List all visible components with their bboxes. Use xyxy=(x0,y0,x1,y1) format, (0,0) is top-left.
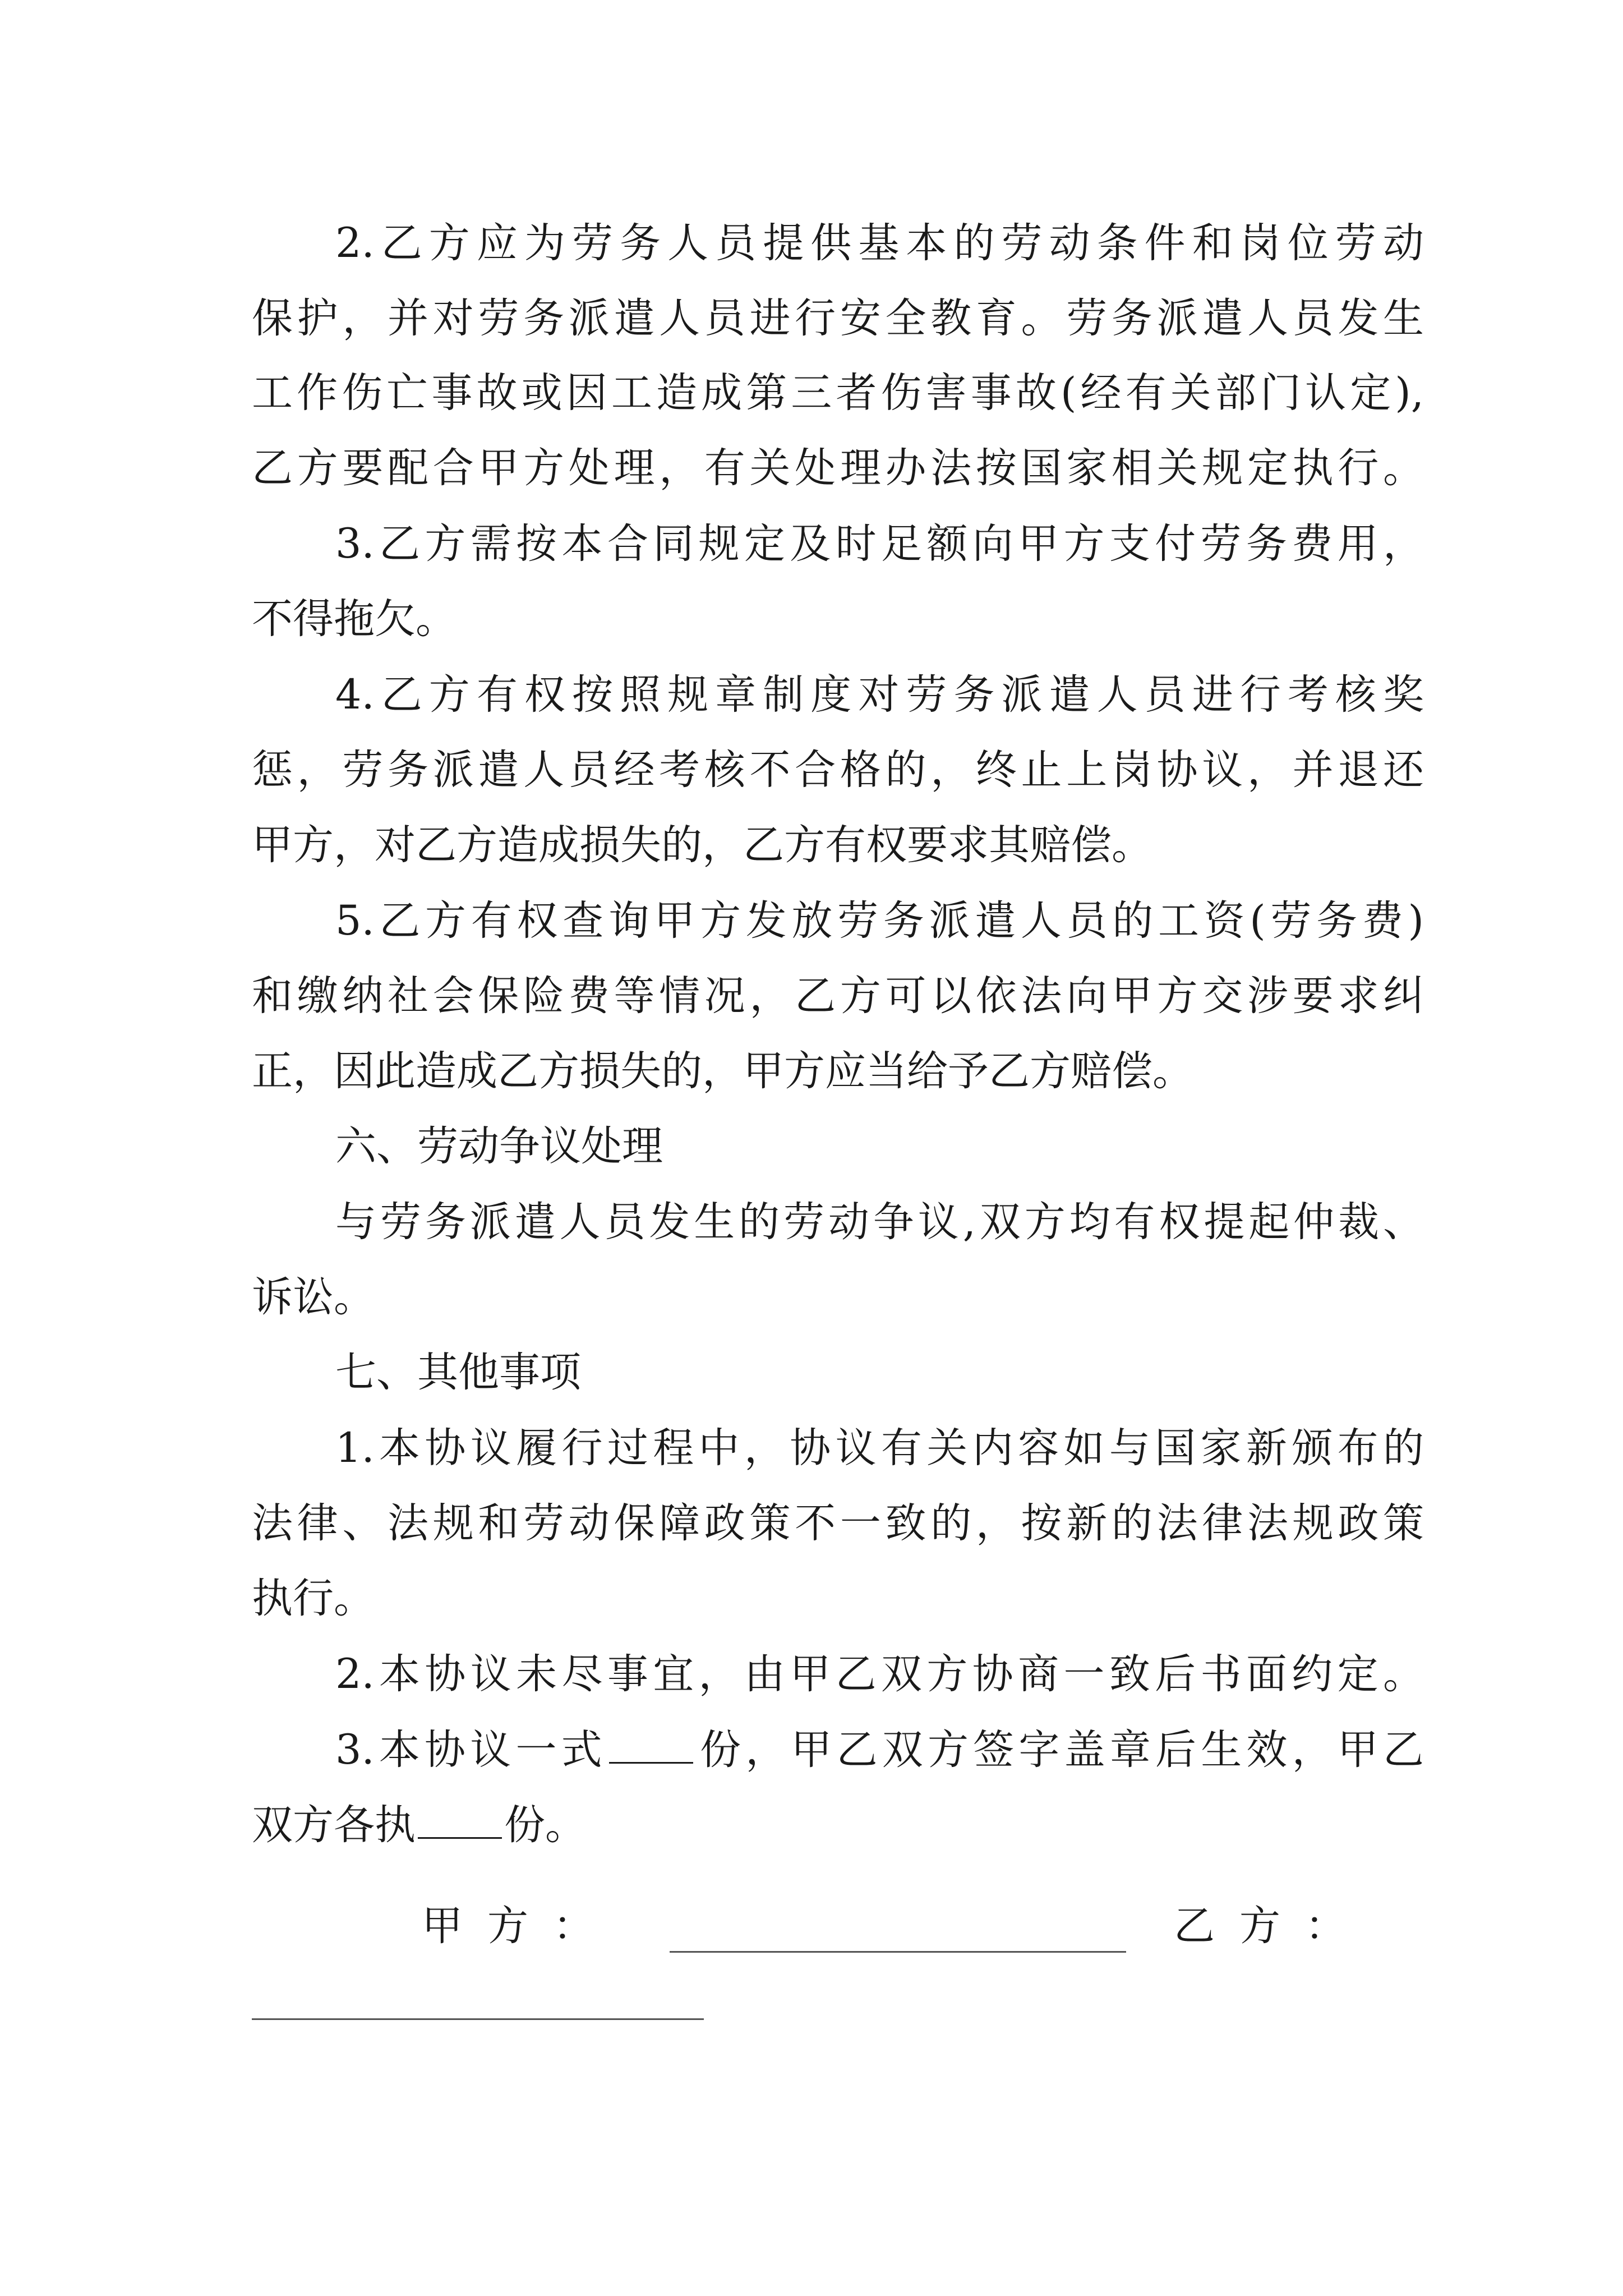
copies-each-prefix: 双方各执 xyxy=(252,1801,416,1849)
clause-2-line-3: 工作伤亡事故或因工造成第三者伤害事故(经有关部门认定), xyxy=(252,369,1424,417)
copies-text-prefix: 3.本协议一式 xyxy=(335,1726,607,1774)
party-a-signature-line xyxy=(670,1951,1126,1953)
signature-row xyxy=(0,1899,1623,1955)
section-7-item-3-line-1 xyxy=(335,1723,1424,1777)
copies-total-blank xyxy=(609,1723,693,1764)
clause-3-line-1: 3.乙方需按本合同规定及时足额向甲方支付劳务费用， xyxy=(335,520,1424,568)
party-b-signature-line xyxy=(252,2018,704,2020)
section-7-item-1-line-3: 执行。 xyxy=(252,1575,375,1622)
section-7-item-3-line-2 xyxy=(252,1798,1424,1852)
clause-3-line-2: 不得拖欠。 xyxy=(252,595,457,643)
party-a-label: 甲方： xyxy=(422,1902,619,1950)
clause-5-line-2: 和缴纳社会保险费等情况，乙方可以依法向甲方交涉要求纠 xyxy=(252,972,1424,1020)
copies-each-suffix: 份。 xyxy=(504,1801,586,1849)
clause-4-line-2: 惩，劳务派遣人员经考核不合格的，终止上岗协议，并退还 xyxy=(252,746,1424,794)
clause-4-line-1: 4.乙方有权按照规章制度对劳务派遣人员进行考核奖 xyxy=(335,671,1424,719)
section-6-heading: 六、劳动争议处理 xyxy=(335,1122,663,1170)
copies-text-suffix: 份，甲乙双方签字盖章后生效，甲乙 xyxy=(695,1726,1424,1774)
clause-5-line-3: 正，因此造成乙方损失的，甲方应当给予乙方赔偿。 xyxy=(252,1047,1193,1095)
clause-5-line-1: 5.乙方有权查询甲方发放劳务派遣人员的工资(劳务费) xyxy=(335,897,1424,945)
clause-2-line-2: 保护，并对劳务派遣人员进行安全教育。劳务派遣人员发生 xyxy=(252,295,1424,342)
section-7-item-1-line-1: 1.本协议履行过程中，协议有关内容如与国家新颁布的 xyxy=(335,1424,1424,1472)
section-6-line-2: 诉讼。 xyxy=(252,1273,375,1321)
clause-2-line-4: 乙方要配合甲方处理，有关处理办法按国家相关规定执行。 xyxy=(252,444,1424,492)
clause-4-line-3: 甲方，对乙方造成损失的，乙方有权要求其赔偿。 xyxy=(252,821,1152,869)
section-6-line-1: 与劳务派遣人员发生的劳动争议,双方均有权提起仲裁、 xyxy=(335,1198,1424,1246)
party-b-label: 乙方： xyxy=(1174,1902,1371,1950)
section-7-heading: 七、其他事项 xyxy=(335,1349,581,1396)
section-7-item-2-line-1: 2.本协议未尽事宜，由甲乙双方协商一致后书面约定。 xyxy=(335,1650,1424,1698)
section-7-item-1-line-2: 法律、法规和劳动保障政策不一致的，按新的法律法规政策 xyxy=(252,1499,1424,1547)
copies-each-blank xyxy=(418,1798,502,1839)
clause-2-line-1: 2.乙方应为劳务人员提供基本的劳动条件和岗位劳动 xyxy=(335,219,1424,267)
